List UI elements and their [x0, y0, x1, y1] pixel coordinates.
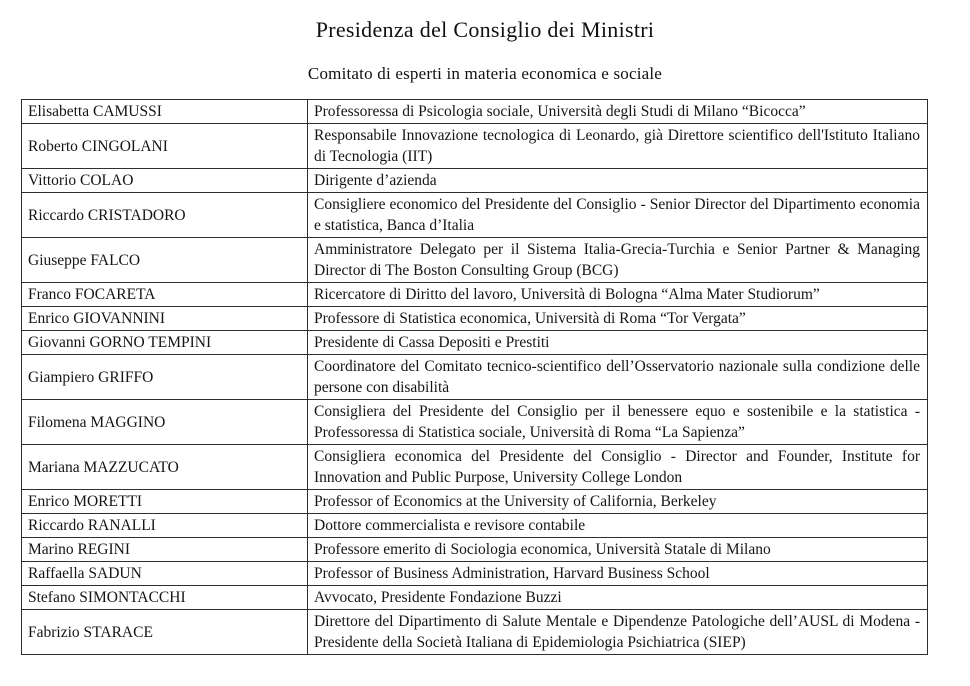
member-name: Roberto CINGOLANI — [22, 124, 308, 169]
page-subtitle: Comitato di esperti in materia economica e sociale — [307, 64, 663, 83]
member-role: Dottore commercialista e revisore contabile — [308, 514, 928, 538]
table-row — [22, 355, 928, 400]
member-role: Professor of Business Administration, Harvard Business School — [308, 562, 928, 586]
table-row — [22, 169, 928, 193]
table-row — [22, 193, 928, 238]
table-row — [22, 562, 928, 586]
member-name: Marino REGINI — [22, 538, 308, 562]
table-row — [22, 445, 928, 490]
table-row — [22, 307, 928, 331]
member-name: Vittorio COLAO — [22, 169, 308, 193]
table-row — [22, 586, 928, 610]
table-row — [22, 331, 928, 355]
table-row — [22, 490, 928, 514]
member-role: Professore emerito di Sociologia economica, Università Statale di Milano — [308, 538, 928, 562]
member-role: Consigliera del Presidente del Consiglio per il benessere equo e sostenibile e la statistica - Professoressa di Statistica sociale, Università di Roma “La Sapienza” — [308, 400, 928, 445]
member-role: Consigliera economica del Presidente del Consiglio - Director and Founder, Institute for Innovation and Public Purpose, University College London — [308, 445, 928, 490]
page-title: Presidenza del Consiglio dei Ministri — [315, 17, 655, 42]
table-row — [22, 100, 928, 124]
member-name: Mariana MAZZUCATO — [22, 445, 308, 490]
member-name: Franco FOCARETA — [22, 283, 308, 307]
member-name: Riccardo CRISTADORO — [22, 193, 308, 238]
table-row — [22, 283, 928, 307]
member-role: Dirigente d’azienda — [308, 169, 928, 193]
member-name: Giampiero GRIFFO — [22, 355, 308, 400]
members-table — [21, 99, 928, 655]
member-name: Raffaella SADUN — [22, 562, 308, 586]
member-role: Professoressa di Psicologia sociale, Università degli Studi di Milano “Bicocca” — [308, 100, 928, 124]
member-role: Ricercatore di Diritto del lavoro, Università di Bologna “Alma Mater Studiorum” — [308, 283, 928, 307]
member-name: Giovanni GORNO TEMPINI — [22, 331, 308, 355]
member-name: Enrico GIOVANNINI — [22, 307, 308, 331]
member-name: Elisabetta CAMUSSI — [22, 100, 308, 124]
member-role: Coordinatore del Comitato tecnico-scientifico dell’Osservatorio nazionale sulla condizione delle persone con disabilità — [308, 355, 928, 400]
member-name: Fabrizio STARACE — [22, 610, 308, 655]
table-row — [22, 400, 928, 445]
member-role: Avvocato, Presidente Fondazione Buzzi — [308, 586, 928, 610]
member-name: Stefano SIMONTACCHI — [22, 586, 308, 610]
member-name: Giuseppe FALCO — [22, 238, 308, 283]
member-role: Direttore del Dipartimento di Salute Mentale e Dipendenze Patologiche dell’AUSL di Modena - Presidente della Società Italiana di Epidemiologia Psichiatrica (SIEP) — [308, 610, 928, 655]
table-row — [22, 538, 928, 562]
member-role: Responsabile Innovazione tecnologica di Leonardo, già Direttore scientifico dell'Istituto Italiano di Tecnologia (IIT) — [308, 124, 928, 169]
member-role: Presidente di Cassa Depositi e Prestiti — [308, 331, 928, 355]
member-name: Riccardo RANALLI — [22, 514, 308, 538]
table-row — [22, 124, 928, 169]
member-name: Enrico MORETTI — [22, 490, 308, 514]
member-role: Consigliere economico del Presidente del Consiglio - Senior Director del Dipartimento economia e statistica, Banca d’Italia — [308, 193, 928, 238]
table-row — [22, 610, 928, 655]
member-role: Professor of Economics at the University of California, Berkeley — [308, 490, 928, 514]
member-role: Amministratore Delegato per il Sistema Italia-Grecia-Turchia e Senior Partner & Managing Director di The Boston Consulting Group (BCG) — [308, 238, 928, 283]
members-table-body — [22, 100, 928, 655]
member-name: Filomena MAGGINO — [22, 400, 308, 445]
table-row — [22, 238, 928, 283]
member-role: Professore di Statistica economica, Università di Roma “Tor Vergata” — [308, 307, 928, 331]
table-row — [22, 514, 928, 538]
